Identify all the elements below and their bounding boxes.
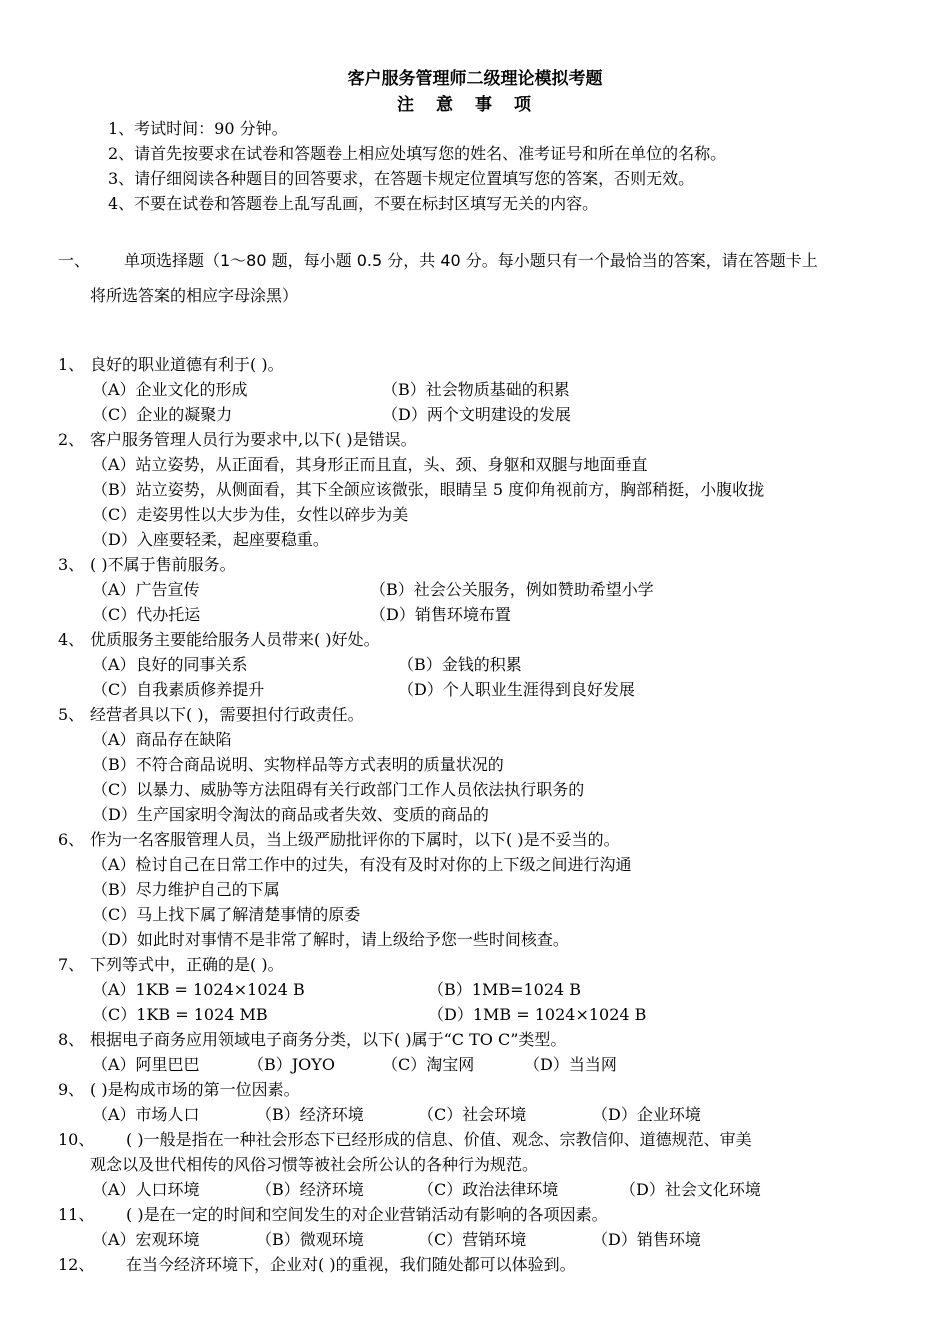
option: （A）市场人口 (92, 1105, 200, 1124)
option: （C）马上找下属了解清楚事情的原委 (92, 905, 361, 924)
question-number: 11、 (58, 1205, 95, 1224)
question-number: 2、 (58, 430, 85, 449)
question-text-cont: 观念以及世代相传的风俗习惯等被社会所公认的各种行为规范。 (90, 1155, 539, 1174)
notice-heading: 注意事项 (397, 95, 553, 115)
question-text: 下列等式中，正确的是( )。 (90, 955, 284, 974)
option: （B）经济环境 (256, 1180, 364, 1199)
option: （B）金钱的积累 (398, 655, 522, 674)
option: （B）尽力维护自己的下属 (92, 880, 280, 899)
option: （B）JOYO (248, 1055, 335, 1074)
notice-item: 2、请首先按要求在试卷和答题卷上相应处填写您的姓名、准考证号和所在单位的名称。 (108, 144, 727, 163)
question-number: 9、 (58, 1080, 85, 1099)
option: （C）政治法律环境 (418, 1180, 559, 1199)
exam-title: 客户服务管理师二级理论模拟考题 (347, 69, 603, 89)
option: （A）广告宣传 (92, 580, 200, 599)
question-text: 良好的职业道德有利于( )。 (90, 355, 284, 374)
question-text: ( )不属于售前服务。 (90, 555, 236, 574)
question-number: 12、 (58, 1255, 95, 1274)
option: （B）经济环境 (256, 1105, 364, 1124)
option: （A）1KB = 1024×1024 B (92, 980, 305, 999)
option: （B）不符合商品说明、实物样品等方式表明的质量状况的 (92, 755, 504, 774)
question-text: 在当今经济环境下，企业对( )的重视，我们随处都可以体验到。 (126, 1255, 576, 1274)
option: （D）个人职业生涯得到良好发展 (398, 680, 635, 699)
option: （D）企业环境 (592, 1105, 701, 1124)
option: （C）营销环境 (418, 1230, 527, 1249)
option: （C）淘宝网 (382, 1055, 475, 1074)
question-number: 10、 (58, 1130, 95, 1149)
option: （A）人口环境 (92, 1180, 200, 1199)
question-number: 3、 (58, 555, 85, 574)
notice-item: 1、考试时间：90 分钟。 (108, 119, 288, 138)
option: （C）社会环境 (418, 1105, 527, 1124)
question-number: 1、 (58, 355, 85, 374)
option: （B）微观环境 (256, 1230, 364, 1249)
option: （A）良好的同事关系 (92, 655, 248, 674)
notice-item: 3、请仔细阅读各种题目的回答要求，在答题卡规定位置填写您的答案，否则无效。 (108, 169, 695, 188)
section-heading: 单项选择题（1～80 题，每小题 0.5 分，共 40 分。每小题只有一个最恰当的答案，请在答题卡上 (124, 251, 818, 270)
option: （C）以暴力、威胁等方法阻碍有关行政部门工作人员依法执行职务的 (92, 780, 585, 799)
option: （C）企业的凝聚力 (92, 405, 233, 424)
question-text: ( )一般是指在一种社会形态下已经形成的信息、价值、观念、宗教信仰、道德规范、审美 (126, 1130, 752, 1149)
option: （D）销售环境 (592, 1230, 701, 1249)
option: （D）两个文明建设的发展 (382, 405, 571, 424)
option: （A）企业文化的形成 (92, 380, 248, 399)
option: （C）自我素质修养提升 (92, 680, 265, 699)
option: （C）代办托运 (92, 605, 201, 624)
option: （C）走姿男性以大步为佳，女性以碎步为美 (92, 505, 409, 524)
option: （D）入座要轻柔，起座要稳重。 (92, 530, 329, 549)
option: （A）宏观环境 (92, 1230, 200, 1249)
question-text: ( )是在一定的时间和空间发生的对企业营销活动有影响的各项因素。 (126, 1205, 608, 1224)
option: （A）阿里巴巴 (92, 1055, 200, 1074)
section-heading-cont: 将所选答案的相应字母涂黑） (90, 286, 299, 305)
question-text: 优质服务主要能给服务人员带来( )好处。 (90, 630, 380, 649)
option: （B）社会物质基础的积累 (382, 380, 570, 399)
question-number: 5、 (58, 705, 85, 724)
notice-item: 4、不要在试卷和答题卷上乱写乱画，不要在标封区填写无关的内容。 (108, 194, 599, 213)
option: （D）1MB = 1024×1024 B (428, 1005, 647, 1024)
option: （D）如此时对事情不是非常了解时，请上级给予您一些时间核查。 (92, 930, 569, 949)
option: （B）1MB=1024 B (428, 980, 582, 999)
option: （D）当当网 (524, 1055, 617, 1074)
question-text: 根据电子商务应用领域电子商务分类，以下( )属于“C TO C”类型。 (90, 1030, 567, 1049)
option: （A）检讨自己在日常工作中的过失，有没有及时对你的上下级之间进行沟通 (92, 855, 632, 874)
option: （C）1KB = 1024 MB (92, 1005, 268, 1024)
question-number: 8、 (58, 1030, 85, 1049)
section-number: 一、 (58, 251, 91, 270)
question-number: 7、 (58, 955, 85, 974)
option: （A）商品存在缺陷 (92, 730, 232, 749)
option: （B）社会公关服务，例如赞助希望小学 (370, 580, 654, 599)
option: （D）销售环境布置 (370, 605, 511, 624)
question-number: 6、 (58, 830, 85, 849)
option: （D）生产国家明令淘汰的商品或者失效、变质的商品的 (92, 805, 489, 824)
question-text: 作为一名客服管理人员，当上级严励批评你的下属时，以下( )是不妥当的。 (90, 830, 620, 849)
option: （D）社会文化环境 (620, 1180, 761, 1199)
question-text: 经营者具以下( )，需要担付行政责任。 (90, 705, 364, 724)
question-number: 4、 (58, 630, 85, 649)
option: （B）站立姿势，从侧面看，其下全颌应该微张，眼睛呈 5 度仰角视前方，胸部稍挺，小腹收拢 (92, 480, 765, 499)
question-text: ( )是构成市场的第一位因素。 (90, 1080, 300, 1099)
option: （A）站立姿势，从正面看，其身形正而且直，头、颈、身躯和双腿与地面垂直 (92, 455, 648, 474)
question-text: 客户服务管理人员行为要求中,以下( )是错误。 (90, 430, 417, 449)
